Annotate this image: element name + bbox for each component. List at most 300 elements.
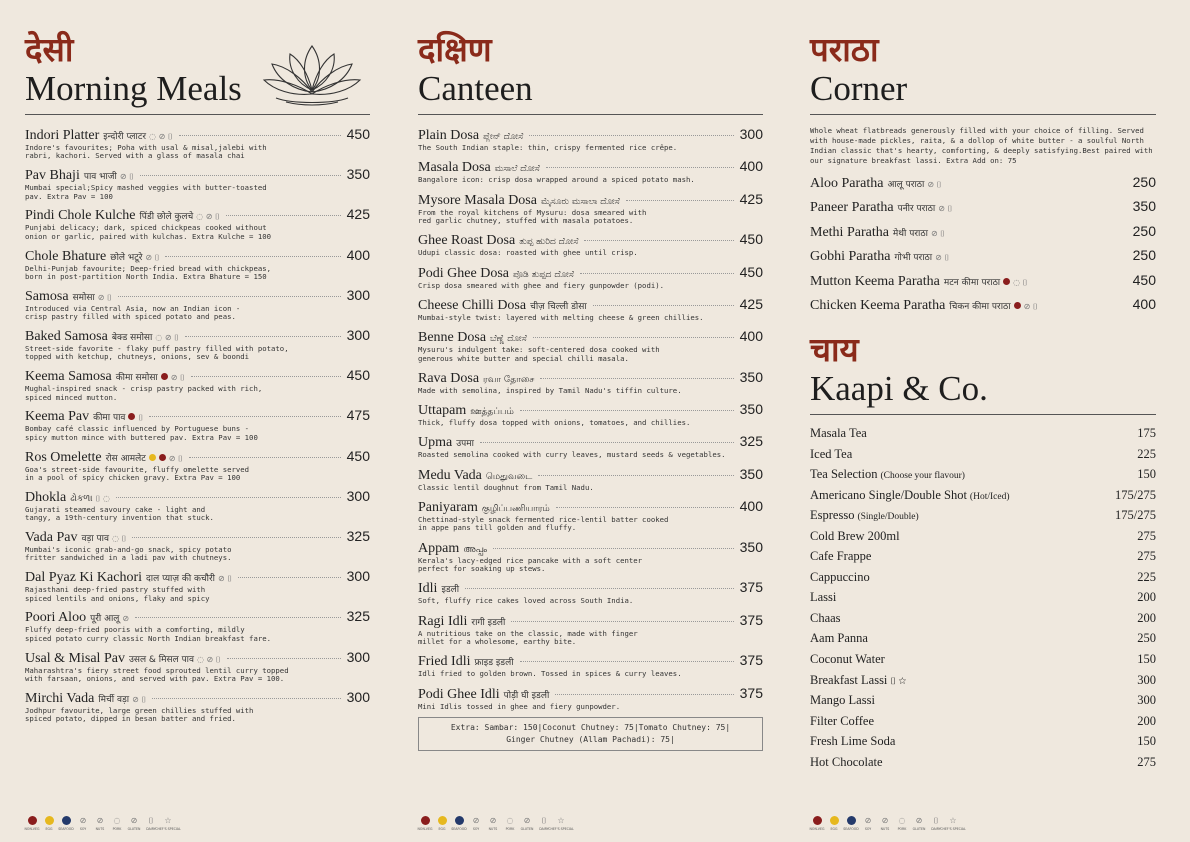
- menu-item-row: [418, 264, 763, 282]
- paratha-list: [810, 174, 1156, 314]
- menu-item: [25, 126, 370, 161]
- legend-label: SEAFOOD: [843, 827, 859, 831]
- dairy-icon: ⌷: [148, 816, 154, 825]
- menu-item: [418, 231, 763, 257]
- item-name: Idli: [418, 581, 438, 597]
- dotted-leader: [626, 200, 734, 201]
- drink-item: [810, 652, 1156, 667]
- menu-item: [25, 528, 370, 563]
- dotted-leader: [152, 698, 340, 699]
- legend-label: SEAFOOD: [451, 827, 467, 831]
- section-canteen: [418, 30, 763, 751]
- dietary-icons: ⊘ ⌷: [170, 373, 185, 383]
- menu-item: [418, 191, 763, 226]
- dietary-icons: ⊘ ⌷: [1023, 301, 1038, 311]
- dotted-leader: [238, 577, 341, 578]
- dietary-icons: ◌ ⊘ ⌷: [196, 212, 220, 222]
- legend-label: CHEF'S SPECIAL: [548, 827, 574, 831]
- menu-item: [25, 367, 370, 402]
- item-name: Poori Aloo: [25, 610, 87, 626]
- dietary-icons: ⊘ ⌷: [132, 694, 147, 704]
- item-price: 325: [346, 608, 370, 625]
- drink-item: [810, 693, 1156, 708]
- dotted-leader: [132, 537, 340, 538]
- drink-price: 175: [1137, 425, 1156, 440]
- drink-price: 175/275: [1115, 508, 1156, 523]
- dietary-icons: ◌ ⊘ ⌷: [155, 333, 179, 343]
- dotted-leader: [529, 135, 733, 136]
- item-description: A nutritious take on the classic, made with finger millet for a wholesome, earthy bite.: [418, 628, 638, 647]
- menu-item: [418, 685, 763, 711]
- item-price: 300: [346, 487, 370, 504]
- legend-label: SOY: [864, 827, 872, 831]
- menu-item: [418, 158, 763, 184]
- drink-name: Tea Selection: [810, 467, 878, 482]
- drink-item: [810, 734, 1156, 749]
- drinks-list: [810, 426, 1156, 770]
- item-native-name: कीमा समोसा: [115, 373, 158, 384]
- menu-item-row: [418, 539, 763, 557]
- non-veg-icon: [813, 816, 822, 825]
- item-name: Methi Paratha: [810, 224, 889, 240]
- item-name: Baked Samosa: [25, 329, 108, 345]
- drink-name: Aam Panna: [810, 631, 868, 646]
- item-description: Fluffy deep-fried pooris with a comforting, mildly spiced potato curry classic North Indian breakfast fare.: [25, 625, 272, 643]
- gluten-icon: ⊘: [523, 816, 531, 825]
- item-price: 350: [1132, 198, 1156, 215]
- item-description: Gujarati steamed savoury cake - light and tangy, a 19th-century invention that stuck.: [25, 504, 214, 523]
- dietary-icons: ⊘ ⌷: [217, 574, 233, 584]
- item-price: 325: [346, 528, 370, 545]
- legend-label: NON-VEG: [417, 827, 433, 831]
- legend-entry: [810, 816, 824, 831]
- drink-price: 200: [1137, 610, 1156, 625]
- chef-s-special-icon: ☆: [949, 816, 957, 825]
- menu-item: [25, 206, 370, 241]
- dietary-icons: ⊘ ⌷: [930, 228, 945, 238]
- item-native-name: मेथी पराठा: [892, 228, 928, 239]
- dietary-icons: ⊘ ⌷: [935, 253, 950, 263]
- item-native-name: चीज़ चिल्ली डोसा: [530, 301, 587, 312]
- drink-price: 225: [1137, 569, 1156, 584]
- legend-entry: [827, 816, 841, 831]
- item-description: Idli fried to golden brown. Tossed in spices & curry leaves.: [418, 669, 682, 679]
- item-name: Pindi Chole Kulche: [25, 208, 136, 224]
- legend-label: EGG: [438, 827, 446, 831]
- drink-name: Masala Tea: [810, 425, 867, 440]
- dotted-leader: [555, 694, 733, 695]
- item-price: 300: [346, 568, 370, 585]
- item-native-name: रागी इडली: [471, 617, 506, 628]
- item-description: From the royal kitchens of Mysuru: dosa smeared with red garlic chutney, stuffed with masala potatoes.: [418, 207, 647, 225]
- item-description: Mughal-inspired snack - crisp pastry packed with rich, spiced minced mutton.: [25, 384, 263, 402]
- item-price: 250: [1132, 247, 1156, 264]
- drink-note: (Hot/Iced): [969, 491, 1010, 502]
- dotted-leader: [191, 376, 341, 377]
- menu-item-row: [25, 649, 370, 667]
- menu-item: [418, 369, 763, 395]
- seafood-icon: [455, 816, 464, 825]
- item-description: Indore's favourites; Poha with usal & misal,jalebi with rabri, kachori. Served with a glass of masala chai: [25, 143, 267, 161]
- extras-line: Extra: Sambar: 150|Coconut Chutney: 75|Tomato Chutney: 75|: [450, 723, 731, 733]
- egg-icon: [830, 816, 839, 825]
- drink-name: Americano Single/Double Shot: [810, 487, 967, 502]
- menu-item-row: [25, 689, 370, 707]
- section-hindi-title: देसी: [25, 30, 74, 69]
- item-native-name: इडली: [441, 585, 460, 596]
- menu-item-row: [25, 247, 370, 265]
- divider: [810, 114, 1156, 115]
- paratha-item: [810, 272, 1156, 290]
- menu-item-row: [418, 433, 763, 451]
- item-price: 325: [739, 433, 763, 450]
- drink-price: 300: [1137, 672, 1156, 687]
- item-price: 425: [739, 190, 763, 207]
- item-price: 425: [739, 295, 763, 312]
- menu-item: [25, 407, 370, 442]
- drink-item: [810, 673, 1156, 688]
- item-price: 400: [346, 246, 370, 263]
- dotted-leader: [189, 457, 341, 458]
- drink-note: (Single/Double): [857, 512, 919, 523]
- legend-label: DAIRY: [931, 827, 941, 831]
- dietary-icons: ◌ ⊘ ⌷: [149, 132, 173, 141]
- item-native-name: कीमा पाव: [93, 413, 126, 424]
- item-native-name: चिकन कीमा पराठा: [949, 301, 1011, 312]
- legend-label: GLUTEN: [127, 827, 141, 831]
- dietary-icons: ⌷: [138, 413, 144, 423]
- item-name: Mysore Masala Dosa: [418, 192, 537, 208]
- legend-entry: [127, 816, 141, 831]
- menu-item: [418, 579, 763, 605]
- item-description: Roasted semolina cooked with curry leaves, mustard seeds & vegetables.: [418, 450, 726, 460]
- item-name: Appam: [418, 540, 460, 556]
- menu-item: [25, 287, 370, 322]
- dotted-leader: [493, 548, 734, 549]
- item-native-name: फ्राइड इडली: [474, 658, 514, 669]
- drink-item: [810, 611, 1156, 626]
- item-description: Street-side favorite - flaky puff pastry filled with potato, topped with ketchup, chutneys, onions, sev & boondi: [25, 344, 289, 362]
- menu-item: [25, 649, 370, 684]
- section-title: Corner: [810, 69, 908, 108]
- section-title: Morning Meals: [25, 69, 242, 108]
- item-name: Upma: [418, 435, 453, 451]
- non-veg-icon: [421, 816, 430, 825]
- item-price: 450: [346, 367, 370, 384]
- drink-item: [810, 488, 1156, 503]
- dietary-icons: ⊘ ⌷: [938, 204, 953, 214]
- legend-entry: [861, 816, 875, 831]
- dotted-leader: [179, 135, 341, 136]
- item-native-name: गोभी पराठा: [894, 253, 933, 264]
- item-name: Rava Dosa: [418, 370, 480, 386]
- item-price: 475: [346, 407, 370, 424]
- dietary-icons: ⊘ ⌷: [927, 180, 942, 189]
- item-name: Pav Bhaji: [25, 168, 80, 184]
- item-name: Paniyaram: [418, 500, 478, 516]
- item-native-name: समोसा: [72, 292, 95, 303]
- item-name: Chole Bhature: [25, 248, 107, 264]
- dietary-icons: ◌ ⊘ ⌷: [197, 654, 221, 664]
- item-price: 250: [1132, 174, 1156, 190]
- dotted-leader: [140, 175, 341, 176]
- item-price: 300: [346, 688, 370, 705]
- egg-icon: [438, 816, 447, 825]
- dotted-leader: [546, 167, 734, 168]
- item-name: Medu Vada: [418, 467, 482, 483]
- menu-item-row: [418, 685, 763, 703]
- legend: [809, 816, 966, 831]
- menu-item-row: [25, 367, 370, 385]
- soy-icon: ⊘: [472, 816, 480, 825]
- menu-item: [418, 401, 763, 427]
- menu-item-row: [25, 568, 370, 586]
- seafood-icon: [847, 816, 856, 825]
- section-intro: Whole wheat flatbreads generously filled with your choice of filling. Served with house-made pickles, raita, & a dollop of white butter - a soulful North Indian classic that's hearty, comforting, & deeply satisfying.Best paired with our signature breakfast lassi. Extra Add on: 75: [810, 126, 1153, 165]
- dairy-icon: ⌷: [541, 816, 547, 825]
- item-price: 350: [739, 368, 763, 385]
- dotted-leader: [540, 378, 733, 379]
- item-price: 375: [739, 652, 763, 669]
- drink-item: [810, 570, 1156, 585]
- legend-entry: [878, 816, 892, 831]
- item-native-name: पोड़ी घी इडली: [503, 690, 550, 701]
- item-price: 400: [1132, 295, 1156, 312]
- drink-note: ⌷ ☆: [890, 676, 907, 687]
- item-name: Chicken Keema Paratha: [810, 297, 946, 313]
- legend-label: NUTS: [880, 827, 890, 831]
- lotus-icon: [262, 40, 362, 108]
- paratha-item: [810, 247, 1156, 265]
- item-price: 400: [739, 158, 763, 175]
- item-native-name: पूरी आलू: [90, 614, 120, 625]
- item-price: 400: [739, 498, 763, 515]
- section-title: Kaapi & Co.: [810, 368, 988, 408]
- menu-item: [25, 448, 370, 483]
- drink-price: 275: [1137, 754, 1156, 769]
- dietary-icons: ⊘ ⌷: [97, 292, 112, 302]
- item-name: Indori Platter: [25, 128, 100, 143]
- drink-price: 275: [1137, 549, 1156, 564]
- item-description: Chettinad-style snack fermented rice-lentil batter cooked in appe pans till golden and fluffy.: [418, 515, 669, 533]
- item-price: 450: [739, 231, 763, 248]
- item-name: Plain Dosa: [418, 128, 480, 143]
- item-price: 300: [346, 648, 370, 665]
- item-description: Delhi-Punjab favourite; Deep-fried bread with chickpeas, born in post-partition North India. Extra Bhature = 150: [25, 263, 272, 282]
- item-description: Jodhpur favourite, large green chillies stuffed with spiced potato, dipped in besan batter and fried.: [25, 705, 254, 724]
- item-name: Fried Idli: [418, 654, 471, 670]
- dotted-leader: [580, 273, 734, 274]
- item-price: 375: [739, 611, 763, 628]
- item-native-name: குழிப்பணியாரம்: [481, 504, 550, 515]
- legend-label: PORK: [505, 827, 515, 831]
- menu-item: [25, 568, 370, 603]
- egg-indicator-icon: [149, 454, 156, 461]
- item-price: 375: [739, 579, 763, 596]
- legend-label: NON-VEG: [24, 827, 40, 831]
- item-description: Mini Idlis tossed in ghee and fiery gunpowder.: [418, 701, 621, 711]
- dotted-leader: [533, 337, 734, 338]
- legend-entry: [940, 816, 966, 831]
- dotted-leader: [135, 617, 341, 618]
- legend-label: GLUTEN: [912, 827, 926, 831]
- item-native-name: അപ്പം: [463, 544, 487, 555]
- item-description: Classic lentil doughnut from Tamil Nadu.: [418, 482, 594, 492]
- section-title: Canteen: [418, 69, 533, 108]
- drink-price: 175/275: [1115, 487, 1156, 502]
- menu-item-row: [418, 126, 763, 144]
- menu-item-row: [25, 206, 370, 224]
- item-native-name: पनीर पराठा: [897, 204, 936, 215]
- menu-item-row: [25, 448, 370, 466]
- dotted-leader: [185, 336, 341, 337]
- item-native-name: उपमा: [456, 439, 474, 450]
- legend-entry: [93, 816, 107, 831]
- dotted-leader: [511, 621, 733, 622]
- drink-name: Filter Coffee: [810, 713, 874, 728]
- item-description: Punjabi delicacy; dark, spiced chickpeas cooked without onion or garlic, paired with kulchas. Extra Kulche = 100: [25, 223, 272, 241]
- soy-icon: ⊘: [79, 816, 87, 825]
- legend-label: NON-VEG: [809, 827, 825, 831]
- dotted-leader: [584, 240, 733, 241]
- legend-label: CHEF'S SPECIAL: [940, 827, 966, 831]
- drink-price: 150: [1137, 467, 1156, 482]
- item-name: Cheese Chilli Dosa: [418, 297, 527, 313]
- legend-label: CHEF'S SPECIAL: [155, 827, 181, 831]
- legend-entry: [548, 816, 574, 831]
- dotted-leader: [520, 661, 734, 662]
- drink-item: [810, 549, 1156, 564]
- dotted-leader: [538, 475, 733, 476]
- item-name: Mirchi Vada: [25, 690, 95, 706]
- menu-item-row: [418, 158, 763, 176]
- legend-label: EGG: [830, 827, 838, 831]
- item-description: Mumbai-style twist: layered with melting cheese & green chillies.: [418, 312, 704, 322]
- item-description: Maharashtra's fiery street food sprouted lentil curry topped with farsaan, onions, and served with pav. Extra Pav = 100.: [25, 665, 289, 684]
- menu-item-row: [418, 401, 763, 419]
- legend-entry: [895, 816, 909, 831]
- menu-item-row: [25, 407, 370, 425]
- section-hindi-title: दक्षिण: [418, 30, 492, 69]
- drink-item: [810, 631, 1156, 646]
- legend-entry: [110, 816, 124, 831]
- legend-entry: [844, 816, 858, 831]
- paratha-item: [810, 198, 1156, 216]
- menu-item: [418, 264, 763, 290]
- drink-price: 150: [1137, 734, 1156, 749]
- item-name: Mutton Keema Paratha: [810, 273, 940, 289]
- legend-label: SOY: [472, 827, 480, 831]
- nonveg-indicator-icon: [128, 413, 135, 420]
- dotted-leader: [165, 256, 340, 257]
- legend: [24, 816, 181, 831]
- menu-item: [418, 612, 763, 647]
- dietary-icons: ⊘ ⌷: [119, 172, 134, 182]
- drink-name: Iced Tea: [810, 446, 853, 461]
- menu-item: [418, 466, 763, 492]
- item-name: Aloo Paratha: [810, 176, 884, 191]
- legend-entry: [76, 816, 90, 831]
- item-price: 250: [1132, 222, 1156, 239]
- item-price: 400: [739, 328, 763, 345]
- pork-icon: ◌: [506, 816, 514, 825]
- menu-item-row: [418, 328, 763, 346]
- section-morning-meals: [25, 30, 370, 729]
- item-price: 450: [739, 263, 763, 280]
- drink-name: Cold Brew 200ml: [810, 528, 900, 543]
- item-description: Made with semolina, inspired by Tamil Nadu's tiffin culture.: [418, 385, 682, 395]
- paratha-item: [810, 174, 1156, 192]
- item-description: Goa's street-side favourite, fluffy omelette served in a pool of spicy chicken gravy. Extra Pav = 100: [25, 464, 250, 483]
- egg-icon: [45, 816, 54, 825]
- legend: [417, 816, 574, 831]
- item-price: 375: [739, 684, 763, 701]
- nonveg-indicator-icon: [1014, 302, 1021, 309]
- dotted-leader: [116, 497, 341, 498]
- item-description: Udupi classic dosa: roasted with ghee until crisp.: [418, 248, 638, 258]
- legend-entry: [42, 816, 56, 831]
- dotted-leader: [465, 588, 734, 589]
- legend-entry: [59, 816, 73, 831]
- item-price: 350: [346, 166, 370, 183]
- item-price: 425: [346, 206, 370, 223]
- nuts-icon: ⊘: [881, 816, 889, 825]
- nuts-icon: ⊘: [489, 816, 497, 825]
- item-name: Keema Pav: [25, 409, 90, 425]
- item-native-name: वड़ा पाव: [81, 534, 109, 545]
- item-native-name: ಬೆಣ್ಣೆ ದೋಸೆ: [490, 334, 527, 345]
- legend-label: EGG: [45, 827, 53, 831]
- section-hindi-title: चाय: [810, 329, 859, 369]
- item-name: Gobhi Paratha: [810, 249, 891, 265]
- drink-price: 275: [1137, 528, 1156, 543]
- item-native-name: ಪೊಡಿ ತುಪ್ಪದ ದೋಸೆ: [513, 269, 575, 280]
- section-hindi-title: पराठा: [810, 30, 879, 69]
- item-name: Masala Dosa: [418, 160, 491, 176]
- drink-name: Cafe Frappe: [810, 549, 872, 564]
- menu-item-row: [418, 579, 763, 597]
- drink-item: [810, 508, 1156, 523]
- item-price: 350: [739, 401, 763, 418]
- item-name: Ros Omelette: [25, 449, 102, 465]
- menu-item: [25, 166, 370, 201]
- item-native-name: ಮೈಸೂರು ಮಸಾಲಾ ದೋಸೆ: [540, 196, 620, 207]
- non-veg-icon: [28, 816, 37, 825]
- legend-entry: [912, 816, 926, 831]
- legend-entry: [469, 816, 483, 831]
- item-description: Mumbai special;Spicy mashed veggies with butter-toasted pav. Extra Pav = 100: [25, 183, 267, 201]
- legend-label: NUTS: [95, 827, 105, 831]
- menu-item-row: [418, 652, 763, 670]
- dotted-leader: [480, 442, 734, 443]
- item-native-name: दाल प्याज़ की कचौरी: [146, 574, 215, 585]
- pork-icon: ◌: [898, 816, 906, 825]
- drink-price: 250: [1137, 631, 1156, 646]
- menu-item: [418, 296, 763, 322]
- item-native-name: ತುಪ್ಪ ಹುರಿದ ದೋಸೆ: [519, 237, 579, 248]
- item-native-name: आलू पराठा: [887, 180, 925, 190]
- drink-note: (Choose your flavour): [880, 471, 965, 482]
- dotted-leader: [556, 507, 734, 508]
- menu-item: [25, 608, 370, 643]
- dotted-leader: [226, 215, 341, 216]
- item-native-name: छोले भटूरे: [110, 252, 143, 263]
- menu-item-row: [418, 612, 763, 630]
- item-native-name: ஊத்தப்பம்: [470, 407, 514, 418]
- paratha-item: [810, 296, 1156, 314]
- item-description: Crisp dosa smeared with ghee and fiery gunpowder (podi).: [418, 280, 665, 290]
- dairy-icon: ⌷: [933, 816, 939, 825]
